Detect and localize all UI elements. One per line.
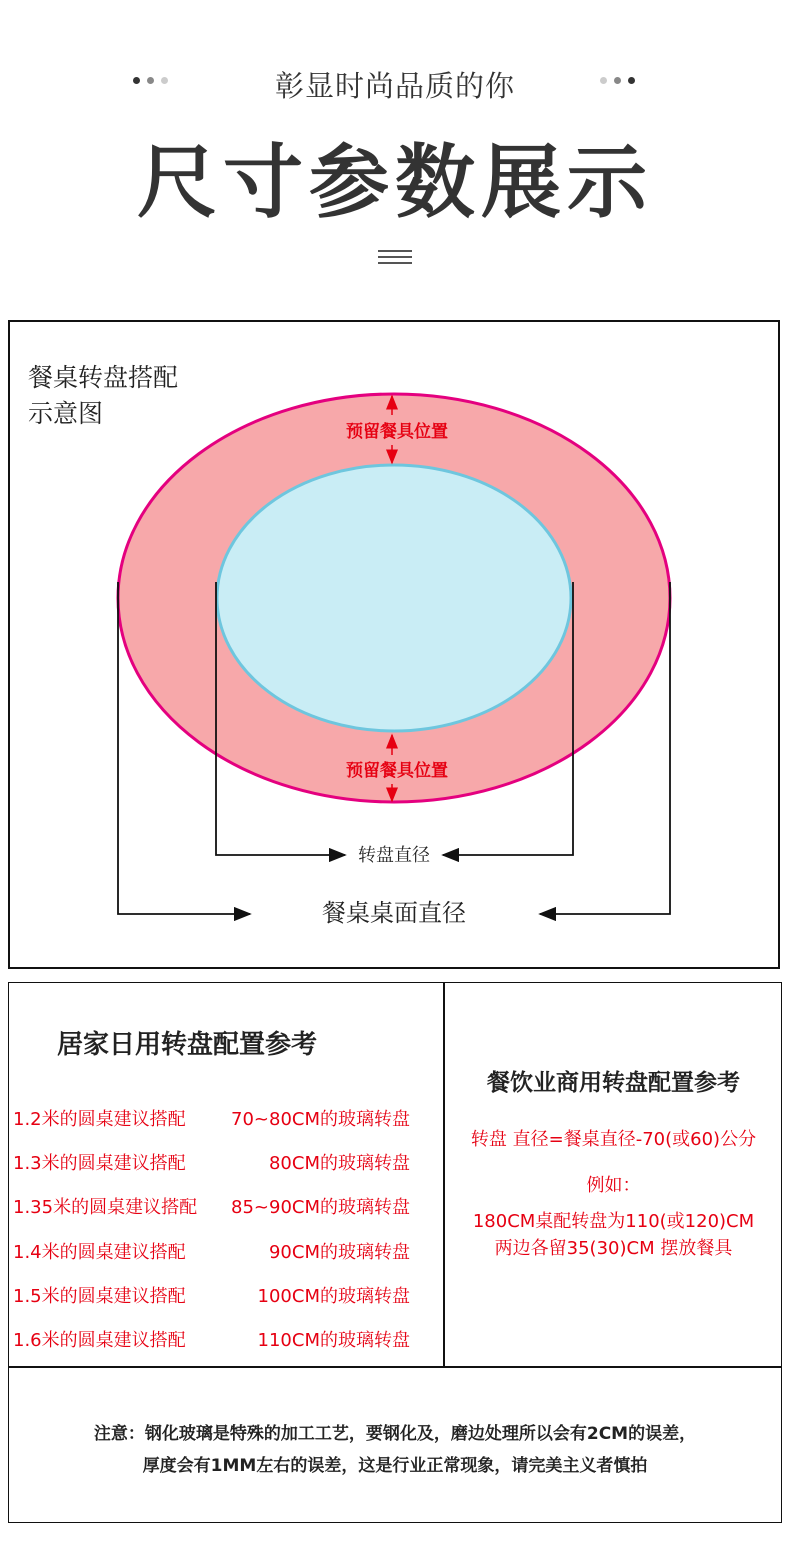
commercial-example-line2: 两边各留35(30)CM 摆放餐具 xyxy=(494,1238,733,1259)
home-row-glass: 85~90CM的玻璃转盘 xyxy=(231,1197,410,1218)
home-row-table: 1.6米的圆桌建议搭配 xyxy=(13,1330,186,1351)
decorative-dots-right xyxy=(600,77,640,85)
reserve-bottom-label: 预留餐具位置 xyxy=(346,761,448,781)
home-row-glass: 90CM的玻璃转盘 xyxy=(268,1242,410,1263)
note-line1: 注意：钢化玻璃是特殊的加工工艺，要钢化及，磨边处理所以会有2CM的误差， xyxy=(93,1424,697,1444)
turntable-diameter-label: 转盘直径 xyxy=(358,845,430,866)
home-row-table: 1.3米的圆桌建议搭配 xyxy=(13,1153,186,1174)
home-row-glass: 110CM的玻璃转盘 xyxy=(257,1330,410,1351)
page-title: 尺寸参数展示 xyxy=(137,136,653,229)
table-diameter-label: 餐桌桌面直径 xyxy=(322,899,466,927)
diagram-title-line2: 示意图 xyxy=(28,399,104,428)
commercial-formula: 转盘 直径=餐桌直径-70(或60)公分 xyxy=(470,1129,757,1150)
home-row-glass: 100CM的玻璃转盘 xyxy=(257,1286,410,1307)
note-line2: 厚度会有1MM左右的误差，这是行业正常现象，请完美主义者慎拍 xyxy=(142,1456,648,1476)
turntable-ellipse xyxy=(217,465,571,731)
home-row-table: 1.2米的圆桌建议搭配 xyxy=(13,1109,186,1130)
turntable-diagram xyxy=(0,320,790,970)
note-box xyxy=(8,1366,782,1523)
home-row-table: 1.4米的圆桌建议搭配 xyxy=(13,1242,186,1263)
commercial-example-line1: 180CM桌配转盘为110(或120)CM xyxy=(472,1211,755,1232)
page-subtitle: 彰显时尚品质的你 xyxy=(274,69,515,103)
divider-lines-icon xyxy=(378,250,412,268)
home-row-glass: 70~80CM的玻璃转盘 xyxy=(231,1109,410,1130)
reserve-top-label: 预留餐具位置 xyxy=(346,422,448,442)
home-reference-title: 居家日用转盘配置参考 xyxy=(57,1030,318,1060)
diagram-title-line1: 餐桌转盘搭配 xyxy=(28,363,179,392)
commercial-example-label: 例如： xyxy=(586,1175,641,1196)
home-row-glass: 80CM的玻璃转盘 xyxy=(268,1153,410,1174)
commercial-reference-title: 餐饮业商用转盘配置参考 xyxy=(487,1070,740,1096)
home-row-table: 1.5米的圆桌建议搭配 xyxy=(13,1286,186,1307)
home-row-table: 1.35米的圆桌建议搭配 xyxy=(13,1197,198,1218)
